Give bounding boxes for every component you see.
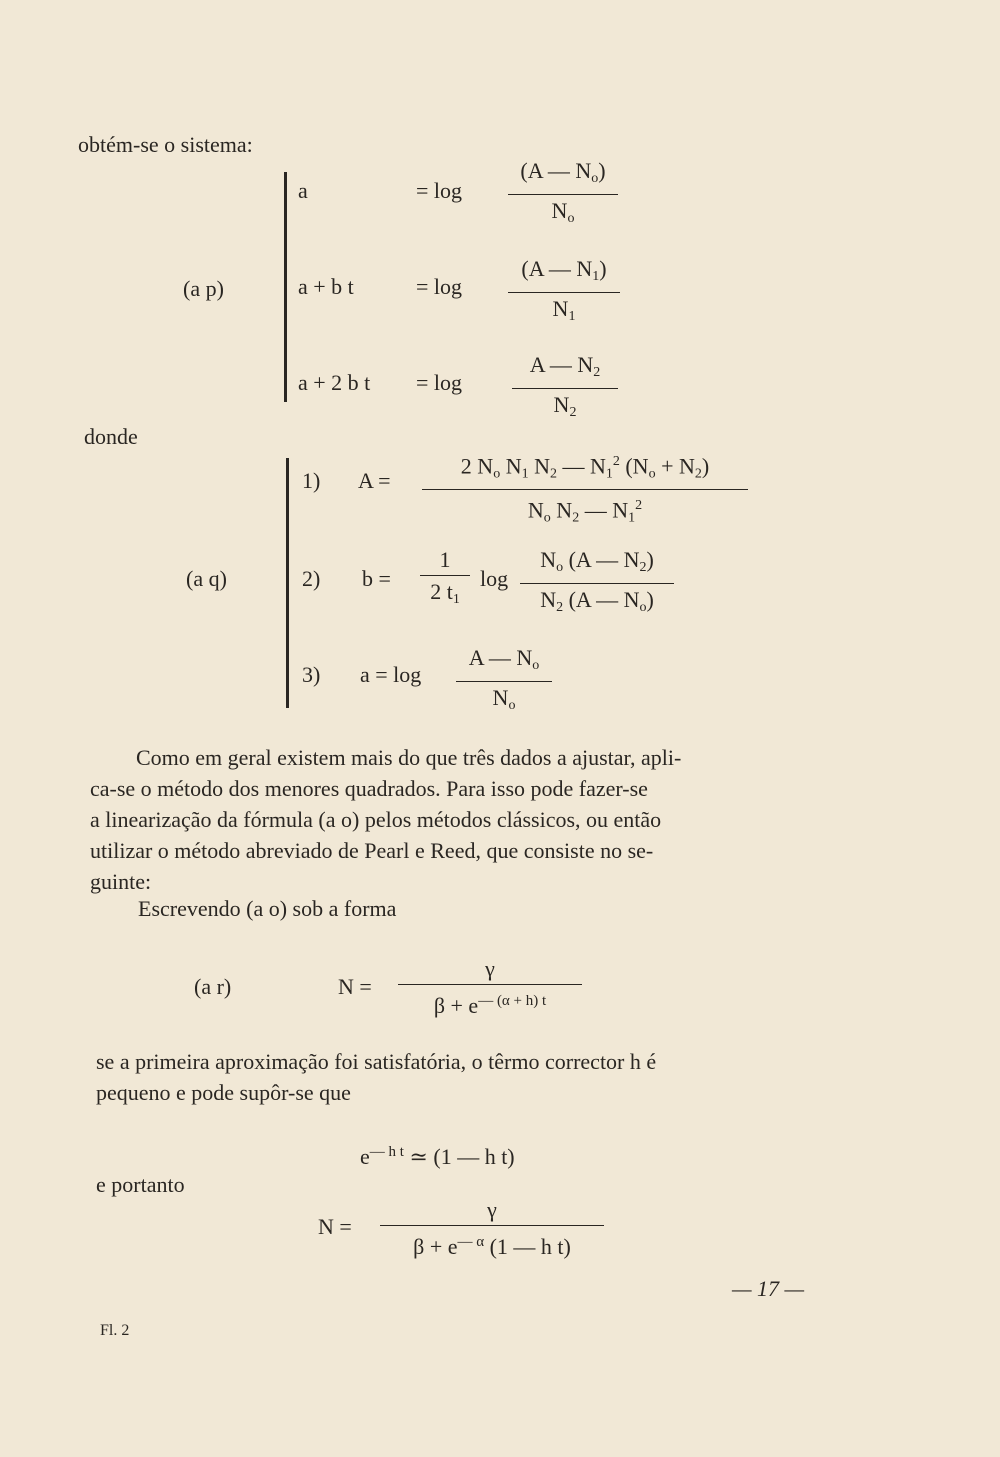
method-paragraph [90,742,820,897]
ap-row3-lhs: a + 2 b t [298,370,371,395]
aq-row3-number: 3) [302,662,321,687]
aq-row2-fraction1 [420,547,470,613]
aq-row2-denominator1: 2 $t_1$ [430,579,460,607]
aq-row2-fraction2 [520,547,674,621]
donde-text: donde [84,424,138,449]
paragraph-line: se a primeira aproximação foi satisfatória, o têrmo corrector h é [96,1049,657,1074]
aq-row3-numerator: A — $N_o$ [468,645,540,673]
aq-row1-fraction [422,449,748,532]
ap-row1-lhs: a [298,178,308,203]
ap-row3-fraction [512,352,618,426]
ap-row2-lhs: a + b t [298,274,354,299]
aq-row1-number: 1) [302,468,321,493]
footer-mark: Fl. 2 [100,1322,130,1339]
approx-equation: $e^{— h t}$ ≃ (1 — h t) [360,1144,515,1169]
aq-row1-numerator: 2 $N_o$ $N_1$ $N_2$ — $N_1^2$ $(N_o + N_2)$ [460,453,710,482]
ap-row3-eq: = log [416,370,463,395]
aq-row2-number: 2) [302,566,321,591]
system-ap-label: (a p) [183,276,224,301]
aq-row1-lhs: A = [358,468,391,493]
eq-ar-label: (a r) [194,974,232,999]
system-aq-brace [286,458,289,708]
paragraph-line: utilizar o método abreviado de Pearl e Reed, que consiste no se- [90,838,654,863]
aq-row1-denominator: $N_o$ $N_2$ — $N_1^2$ [527,497,643,526]
eq-final-numerator: γ [487,1197,497,1222]
aq-row3-fraction [456,645,552,719]
ap-row2-fraction [508,256,620,330]
aq-row2-lhs: b = [362,566,391,591]
aq-row2-numerator1: 1 [439,547,451,572]
eq-final-fraction [380,1197,604,1260]
paragraph-line: ca-se o método dos menores quadrados. Para isso pode fazer-se [90,776,648,801]
paragraph-line: guinte: [90,869,152,894]
eq-ar-numerator: γ [485,956,495,981]
aq-row2-denominator2: $N_2$ (A — $N_o$) [540,587,654,615]
aq-row3-denominator: $N_o$ [492,685,516,713]
paragraph-line: a linearização da fórmula (a o) pelos métodos clássicos, ou então [90,807,662,832]
system-aq-label: (a q) [186,566,227,591]
approximation-paragraph [96,1046,826,1108]
escrevendo-text: Escrevendo (a o) sob a forma [138,896,397,921]
ap-row2-numerator: (A — $N_1$) [521,256,607,284]
ap-row3-numerator: A — $N_2$ [529,352,601,380]
paragraph-line: Como em geral existem mais do que três dados a ajustar, apli- [136,745,682,770]
intro-text: obtém-se o sistema: [78,132,253,157]
eq-ar-lhs: N = [338,974,372,999]
aq-row2-numerator2: $N_o$ (A — $N_2$) [540,547,654,575]
page-number: — 17 — [732,1276,805,1301]
ap-row2-eq: = log [416,274,463,299]
ap-row1-eq: = log [416,178,463,203]
ap-row1-fraction [508,158,618,232]
eq-final-lhs: N = [318,1214,352,1239]
system-ap-brace [284,172,287,402]
portanto-text: e portanto [96,1172,185,1197]
ap-row1-numerator: (A — $N_o$) [520,158,606,186]
ap-row2-denominator: $N_1$ [552,296,576,324]
eq-ar-fraction [398,956,582,1019]
aq-row2-log: log [480,566,509,591]
aq-row3-lhs: a = log [360,662,422,687]
ap-row1-denominator: $N_o$ [551,198,575,226]
ap-row3-denominator: $N_2$ [553,392,577,420]
eq-final-denominator: $\beta + e^{— \alpha}$ (1 — h t) [413,1234,571,1259]
paragraph-line: pequeno e pode supôr-se que [96,1080,351,1105]
eq-ar-denominator: $\beta + e^{— (\alpha + h) t}$ [433,993,547,1018]
